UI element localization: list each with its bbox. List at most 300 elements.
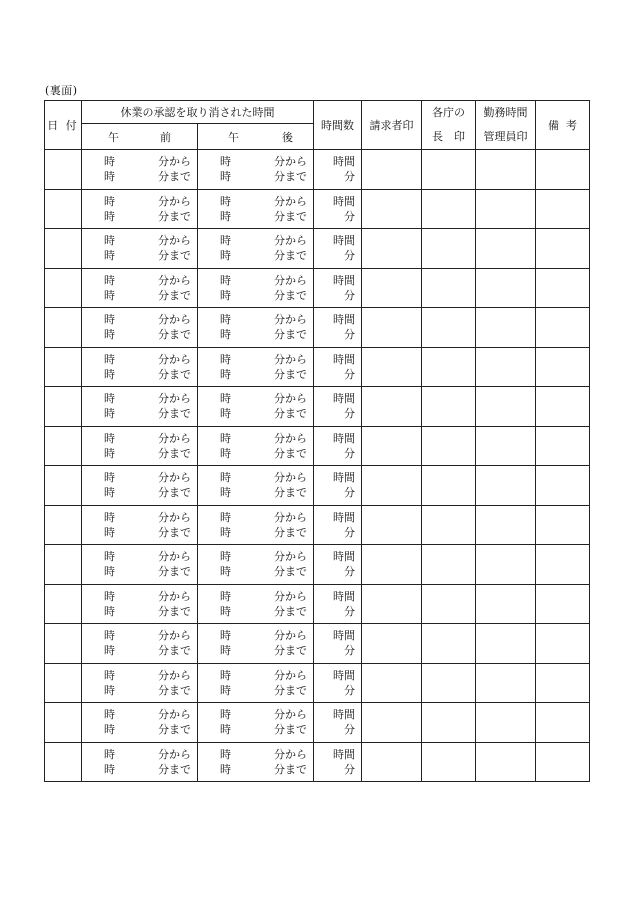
pm-time-cell[interactable] — [198, 466, 314, 506]
date-cell[interactable] — [45, 584, 82, 624]
hour-label: 時 — [104, 510, 115, 524]
attendance-manager-seal-cell[interactable] — [476, 229, 536, 269]
minutes-label: 分 — [344, 604, 355, 618]
requester-seal-cell[interactable] — [362, 624, 422, 664]
minutes-label: 分 — [344, 683, 355, 697]
hour-label: 時 — [220, 471, 231, 484]
from-label: 分から — [274, 194, 307, 208]
hour-label: 時 — [220, 352, 231, 366]
pm-time-cell[interactable] — [198, 347, 314, 387]
table-row — [45, 466, 590, 506]
until-label: 分まで — [274, 723, 307, 736]
pm-time-cell[interactable] — [198, 624, 314, 664]
header-remarks-char1: 備 — [548, 119, 559, 132]
hours-count-cell[interactable] — [314, 624, 362, 664]
table-row — [45, 150, 590, 190]
office-head-seal-cell[interactable] — [422, 387, 476, 427]
office-head-seal-cell[interactable] — [422, 545, 476, 585]
hour-label: 時 — [104, 708, 115, 721]
office-head-seal-cell[interactable] — [422, 268, 476, 308]
requester-seal-cell[interactable] — [362, 426, 422, 466]
remarks-cell[interactable] — [536, 505, 590, 545]
minutes-label: 分 — [344, 525, 355, 539]
hours-count-cell[interactable] — [314, 308, 362, 348]
hour-label: 時 — [104, 194, 115, 208]
from-label: 分から — [158, 431, 191, 445]
header-requester-seal: 請求者印 — [362, 101, 422, 150]
pm-time-cell[interactable] — [198, 505, 314, 545]
hour-label: 時 — [220, 668, 231, 682]
header-am-char2: 前 — [160, 130, 171, 144]
header-office-head-line1: 各庁の — [432, 106, 465, 119]
from-label: 分から — [274, 668, 307, 682]
requester-seal-cell[interactable] — [362, 387, 422, 427]
from-label: 分から — [274, 550, 307, 563]
until-label: 分まで — [274, 525, 307, 539]
office-head-seal-cell[interactable] — [422, 663, 476, 703]
hour-label: 時 — [104, 683, 115, 697]
hour-label: 時 — [104, 431, 115, 445]
until-label: 分まで — [158, 328, 191, 341]
hour-label: 時 — [104, 313, 115, 326]
office-head-seal-cell[interactable] — [422, 426, 476, 466]
table-row — [45, 426, 590, 466]
header-attendance-manager-seal — [476, 101, 536, 150]
am-time-cell[interactable] — [82, 387, 198, 427]
hours-label: 時間 — [333, 510, 355, 524]
table-body — [45, 150, 590, 782]
hour-label: 時 — [104, 328, 115, 341]
office-head-seal-cell[interactable] — [422, 624, 476, 664]
requester-seal-cell[interactable] — [362, 703, 422, 743]
hour-label: 時 — [220, 155, 231, 168]
header-office-head-line2: 長 印 — [432, 130, 465, 143]
requester-seal-cell[interactable] — [362, 505, 422, 545]
attendance-manager-seal-cell[interactable] — [476, 703, 536, 743]
requester-seal-cell[interactable] — [362, 545, 422, 585]
hours-label: 時間 — [333, 234, 355, 247]
table-row — [45, 545, 590, 585]
hour-label: 時 — [220, 629, 231, 642]
am-time-cell[interactable] — [82, 545, 198, 585]
hour-label: 時 — [220, 209, 231, 223]
until-label: 分まで — [274, 249, 307, 262]
hour-label: 時 — [104, 249, 115, 262]
hour-label: 時 — [220, 288, 231, 302]
requester-seal-cell[interactable] — [362, 466, 422, 506]
until-label: 分まで — [158, 525, 191, 539]
hour-label: 時 — [104, 629, 115, 642]
remarks-cell[interactable] — [536, 624, 590, 664]
requester-seal-cell[interactable] — [362, 742, 422, 782]
am-time-cell[interactable] — [82, 189, 198, 229]
from-label: 分から — [158, 510, 191, 524]
from-label: 分から — [158, 708, 191, 721]
attendance-manager-seal-cell[interactable] — [476, 545, 536, 585]
from-label: 分から — [274, 352, 307, 366]
hours-label: 時間 — [333, 668, 355, 682]
date-cell[interactable] — [45, 663, 82, 703]
date-cell[interactable] — [45, 545, 82, 585]
until-label: 分まで — [274, 565, 307, 578]
until-label: 分まで — [274, 446, 307, 460]
from-label: 分から — [274, 155, 307, 168]
pm-time-cell[interactable] — [198, 189, 314, 229]
table-row — [45, 703, 590, 743]
header-date: 日 付 — [45, 101, 82, 150]
hours-count-cell[interactable] — [314, 505, 362, 545]
hour-label: 時 — [220, 565, 231, 578]
remarks-cell[interactable] — [536, 268, 590, 308]
date-cell[interactable] — [45, 387, 82, 427]
hours-count-cell[interactable] — [314, 545, 362, 585]
hour-label: 時 — [104, 392, 115, 405]
hour-label: 時 — [104, 367, 115, 381]
hours-count-cell[interactable] — [314, 268, 362, 308]
from-label: 分から — [158, 589, 191, 603]
from-label: 分から — [274, 510, 307, 524]
minutes-label: 分 — [344, 367, 355, 381]
date-cell[interactable] — [45, 268, 82, 308]
hour-label: 時 — [220, 392, 231, 405]
attendance-manager-seal-cell[interactable] — [476, 663, 536, 703]
hour-label: 時 — [104, 446, 115, 460]
hour-label: 時 — [104, 155, 115, 168]
hour-label: 時 — [220, 486, 231, 499]
remarks-cell[interactable] — [536, 150, 590, 190]
hour-label: 時 — [220, 644, 231, 657]
until-label: 分まで — [158, 209, 191, 223]
until-label: 分まで — [158, 249, 191, 262]
table-row — [45, 229, 590, 269]
until-label: 分まで — [158, 170, 191, 183]
hours-label: 時間 — [333, 629, 355, 642]
table-row — [45, 742, 590, 782]
hours-label: 時間 — [333, 273, 355, 287]
am-time-cell[interactable] — [82, 426, 198, 466]
hour-label: 時 — [104, 486, 115, 499]
hour-label: 時 — [220, 589, 231, 603]
pm-time-cell[interactable] — [198, 584, 314, 624]
remarks-cell[interactable] — [536, 347, 590, 387]
office-head-seal-cell[interactable] — [422, 347, 476, 387]
from-label: 分から — [274, 747, 307, 761]
requester-seal-cell[interactable] — [362, 150, 422, 190]
date-cell[interactable] — [45, 742, 82, 782]
attendance-manager-seal-cell[interactable] — [476, 742, 536, 782]
hours-count-cell[interactable] — [314, 426, 362, 466]
until-label: 分まで — [274, 762, 307, 776]
from-label: 分から — [158, 550, 191, 563]
pm-time-cell[interactable] — [198, 150, 314, 190]
am-time-cell[interactable] — [82, 229, 198, 269]
until-label: 分まで — [274, 683, 307, 697]
pm-time-cell[interactable] — [198, 387, 314, 427]
date-cell[interactable] — [45, 150, 82, 190]
requester-seal-cell[interactable] — [362, 584, 422, 624]
until-label: 分まで — [158, 683, 191, 697]
hours-count-cell[interactable] — [314, 229, 362, 269]
from-label: 分から — [158, 234, 191, 247]
from-label: 分から — [274, 234, 307, 247]
office-head-seal-cell[interactable] — [422, 742, 476, 782]
am-time-cell[interactable] — [82, 268, 198, 308]
hour-label: 時 — [220, 249, 231, 262]
until-label: 分まで — [158, 288, 191, 302]
am-time-cell[interactable] — [82, 150, 198, 190]
minutes-label: 分 — [344, 249, 355, 262]
remarks-cell[interactable] — [536, 663, 590, 703]
hour-label: 時 — [220, 234, 231, 247]
pm-time-cell[interactable] — [198, 268, 314, 308]
header-row-1 — [45, 101, 590, 124]
table-row — [45, 584, 590, 624]
hours-count-cell[interactable] — [314, 703, 362, 743]
hour-label: 時 — [220, 683, 231, 697]
from-label: 分から — [158, 629, 191, 642]
hour-label: 時 — [220, 525, 231, 539]
hours-label: 時間 — [333, 708, 355, 721]
hours-count-cell[interactable] — [314, 347, 362, 387]
until-label: 分まで — [158, 762, 191, 776]
hours-count-cell[interactable] — [314, 742, 362, 782]
table-row — [45, 347, 590, 387]
from-label: 分から — [158, 392, 191, 405]
hours-count-cell[interactable] — [314, 150, 362, 190]
minutes-label: 分 — [344, 565, 355, 578]
attendance-manager-seal-cell[interactable] — [476, 505, 536, 545]
from-label: 分から — [274, 708, 307, 721]
remarks-cell[interactable] — [536, 387, 590, 427]
header-attendance-manager-line1: 勤務時間 — [483, 106, 528, 119]
hour-label: 時 — [104, 604, 115, 618]
from-label: 分から — [274, 629, 307, 642]
hour-label: 時 — [220, 407, 231, 420]
attendance-manager-seal-cell[interactable] — [476, 584, 536, 624]
date-cell[interactable] — [45, 505, 82, 545]
pm-time-cell[interactable] — [198, 308, 314, 348]
leave-cancellation-table — [44, 100, 590, 782]
hour-label: 時 — [220, 723, 231, 736]
attendance-manager-seal-cell[interactable] — [476, 347, 536, 387]
from-label: 分から — [274, 431, 307, 445]
hour-label: 時 — [104, 209, 115, 223]
remarks-cell[interactable] — [536, 584, 590, 624]
until-label: 分まで — [274, 486, 307, 499]
attendance-manager-seal-cell[interactable] — [476, 268, 536, 308]
header-am — [82, 124, 198, 150]
from-label: 分から — [158, 273, 191, 287]
am-time-cell[interactable] — [82, 703, 198, 743]
until-label: 分まで — [274, 604, 307, 618]
requester-seal-cell[interactable] — [362, 308, 422, 348]
hours-count-cell[interactable] — [314, 466, 362, 506]
hour-label: 時 — [104, 352, 115, 366]
hour-label: 時 — [220, 510, 231, 524]
hour-label: 時 — [104, 762, 115, 776]
hour-label: 時 — [220, 604, 231, 618]
requester-seal-cell[interactable] — [362, 189, 422, 229]
am-time-cell[interactable] — [82, 663, 198, 703]
hours-label: 時間 — [333, 589, 355, 603]
until-label: 分まで — [158, 604, 191, 618]
minutes-label: 分 — [344, 446, 355, 460]
table-row — [45, 505, 590, 545]
header-pm-char1: 午 — [228, 130, 239, 144]
date-cell[interactable] — [45, 703, 82, 743]
remarks-cell[interactable] — [536, 426, 590, 466]
remarks-cell[interactable] — [536, 229, 590, 269]
date-cell[interactable] — [45, 426, 82, 466]
attendance-manager-seal-cell[interactable] — [476, 624, 536, 664]
hours-count-cell[interactable] — [314, 663, 362, 703]
until-label: 分まで — [158, 644, 191, 657]
date-cell[interactable] — [45, 347, 82, 387]
hour-label: 時 — [220, 328, 231, 341]
pm-time-cell[interactable] — [198, 545, 314, 585]
minutes-label: 分 — [344, 407, 355, 420]
hours-label: 時間 — [333, 392, 355, 405]
from-label: 分から — [274, 392, 307, 405]
requester-seal-cell[interactable] — [362, 268, 422, 308]
minutes-label: 分 — [344, 486, 355, 499]
table-row — [45, 268, 590, 308]
office-head-seal-cell[interactable] — [422, 308, 476, 348]
minutes-label: 分 — [344, 288, 355, 302]
header-am-char1: 午 — [108, 130, 119, 144]
am-time-cell[interactable] — [82, 742, 198, 782]
office-head-seal-cell[interactable] — [422, 584, 476, 624]
hour-label: 時 — [104, 170, 115, 183]
until-label: 分まで — [158, 407, 191, 420]
until-label: 分まで — [274, 328, 307, 341]
hour-label: 時 — [104, 407, 115, 420]
attendance-manager-seal-cell[interactable] — [476, 466, 536, 506]
office-head-seal-cell[interactable] — [422, 189, 476, 229]
table-row — [45, 189, 590, 229]
remarks-cell[interactable] — [536, 703, 590, 743]
office-head-seal-cell[interactable] — [422, 703, 476, 743]
until-label: 分まで — [158, 723, 191, 736]
hour-label: 時 — [104, 747, 115, 761]
header-hours-count: 時間数 — [314, 101, 362, 150]
hour-label: 時 — [104, 723, 115, 736]
header-attendance-manager-line2: 管理員印 — [483, 130, 528, 143]
until-label: 分まで — [274, 288, 307, 302]
pm-time-cell[interactable] — [198, 663, 314, 703]
minutes-label: 分 — [344, 209, 355, 223]
date-cell[interactable] — [45, 229, 82, 269]
hour-label: 時 — [220, 708, 231, 721]
hour-label: 時 — [104, 550, 115, 563]
until-label: 分まで — [274, 170, 307, 183]
hour-label: 時 — [104, 525, 115, 539]
from-label: 分から — [158, 668, 191, 682]
am-time-cell[interactable] — [82, 347, 198, 387]
hours-count-cell[interactable] — [314, 189, 362, 229]
from-label: 分から — [158, 747, 191, 761]
from-label: 分から — [158, 313, 191, 326]
hour-label: 時 — [104, 471, 115, 484]
pm-time-cell[interactable] — [198, 426, 314, 466]
date-cell[interactable] — [45, 308, 82, 348]
from-label: 分から — [274, 273, 307, 287]
header-cancelled-time: 休業の承認を取り消された時間 — [82, 101, 314, 124]
am-time-cell[interactable] — [82, 584, 198, 624]
until-label: 分まで — [158, 486, 191, 499]
remarks-cell[interactable] — [536, 189, 590, 229]
from-label: 分から — [158, 194, 191, 208]
attendance-manager-seal-cell[interactable] — [476, 150, 536, 190]
until-label: 分まで — [274, 644, 307, 657]
hours-label: 時間 — [333, 194, 355, 208]
date-cell[interactable] — [45, 189, 82, 229]
hours-label: 時間 — [333, 352, 355, 366]
hours-label: 時間 — [333, 431, 355, 445]
hours-label: 時間 — [333, 747, 355, 761]
attendance-manager-seal-cell[interactable] — [476, 387, 536, 427]
hour-label: 時 — [220, 313, 231, 326]
am-time-cell[interactable] — [82, 505, 198, 545]
table-row — [45, 624, 590, 664]
until-label: 分まで — [158, 367, 191, 381]
office-head-seal-cell[interactable] — [422, 505, 476, 545]
hour-label: 時 — [104, 234, 115, 247]
until-label: 分まで — [274, 209, 307, 223]
requester-seal-cell[interactable] — [362, 347, 422, 387]
remarks-cell[interactable] — [536, 308, 590, 348]
hours-count-cell[interactable] — [314, 584, 362, 624]
office-head-seal-cell[interactable] — [422, 229, 476, 269]
remarks-cell[interactable] — [536, 466, 590, 506]
header-pm — [198, 124, 314, 150]
hours-label: 時間 — [333, 155, 355, 168]
header-office-head-seal — [422, 101, 476, 150]
am-time-cell[interactable] — [82, 624, 198, 664]
pm-time-cell[interactable] — [198, 703, 314, 743]
from-label: 分から — [274, 471, 307, 484]
hour-label: 時 — [220, 431, 231, 445]
pm-time-cell[interactable] — [198, 742, 314, 782]
from-label: 分から — [274, 589, 307, 603]
attendance-manager-seal-cell[interactable] — [476, 189, 536, 229]
table-row — [45, 387, 590, 427]
page-label: (裏面) — [45, 84, 78, 97]
pm-time-cell[interactable] — [198, 229, 314, 269]
am-time-cell[interactable] — [82, 466, 198, 506]
requester-seal-cell[interactable] — [362, 663, 422, 703]
office-head-seal-cell[interactable] — [422, 150, 476, 190]
remarks-cell[interactable] — [536, 545, 590, 585]
header-remarks — [536, 101, 590, 150]
hour-label: 時 — [104, 288, 115, 302]
remarks-cell[interactable] — [536, 742, 590, 782]
from-label: 分から — [158, 352, 191, 366]
date-cell[interactable] — [45, 466, 82, 506]
date-cell[interactable] — [45, 624, 82, 664]
am-time-cell[interactable] — [82, 308, 198, 348]
attendance-manager-seal-cell[interactable] — [476, 426, 536, 466]
minutes-label: 分 — [344, 170, 355, 183]
hour-label: 時 — [220, 367, 231, 381]
requester-seal-cell[interactable] — [362, 229, 422, 269]
hours-count-cell[interactable] — [314, 387, 362, 427]
hour-label: 時 — [220, 446, 231, 460]
table-row — [45, 308, 590, 348]
office-head-seal-cell[interactable] — [422, 466, 476, 506]
until-label: 分まで — [274, 367, 307, 381]
attendance-manager-seal-cell[interactable] — [476, 308, 536, 348]
